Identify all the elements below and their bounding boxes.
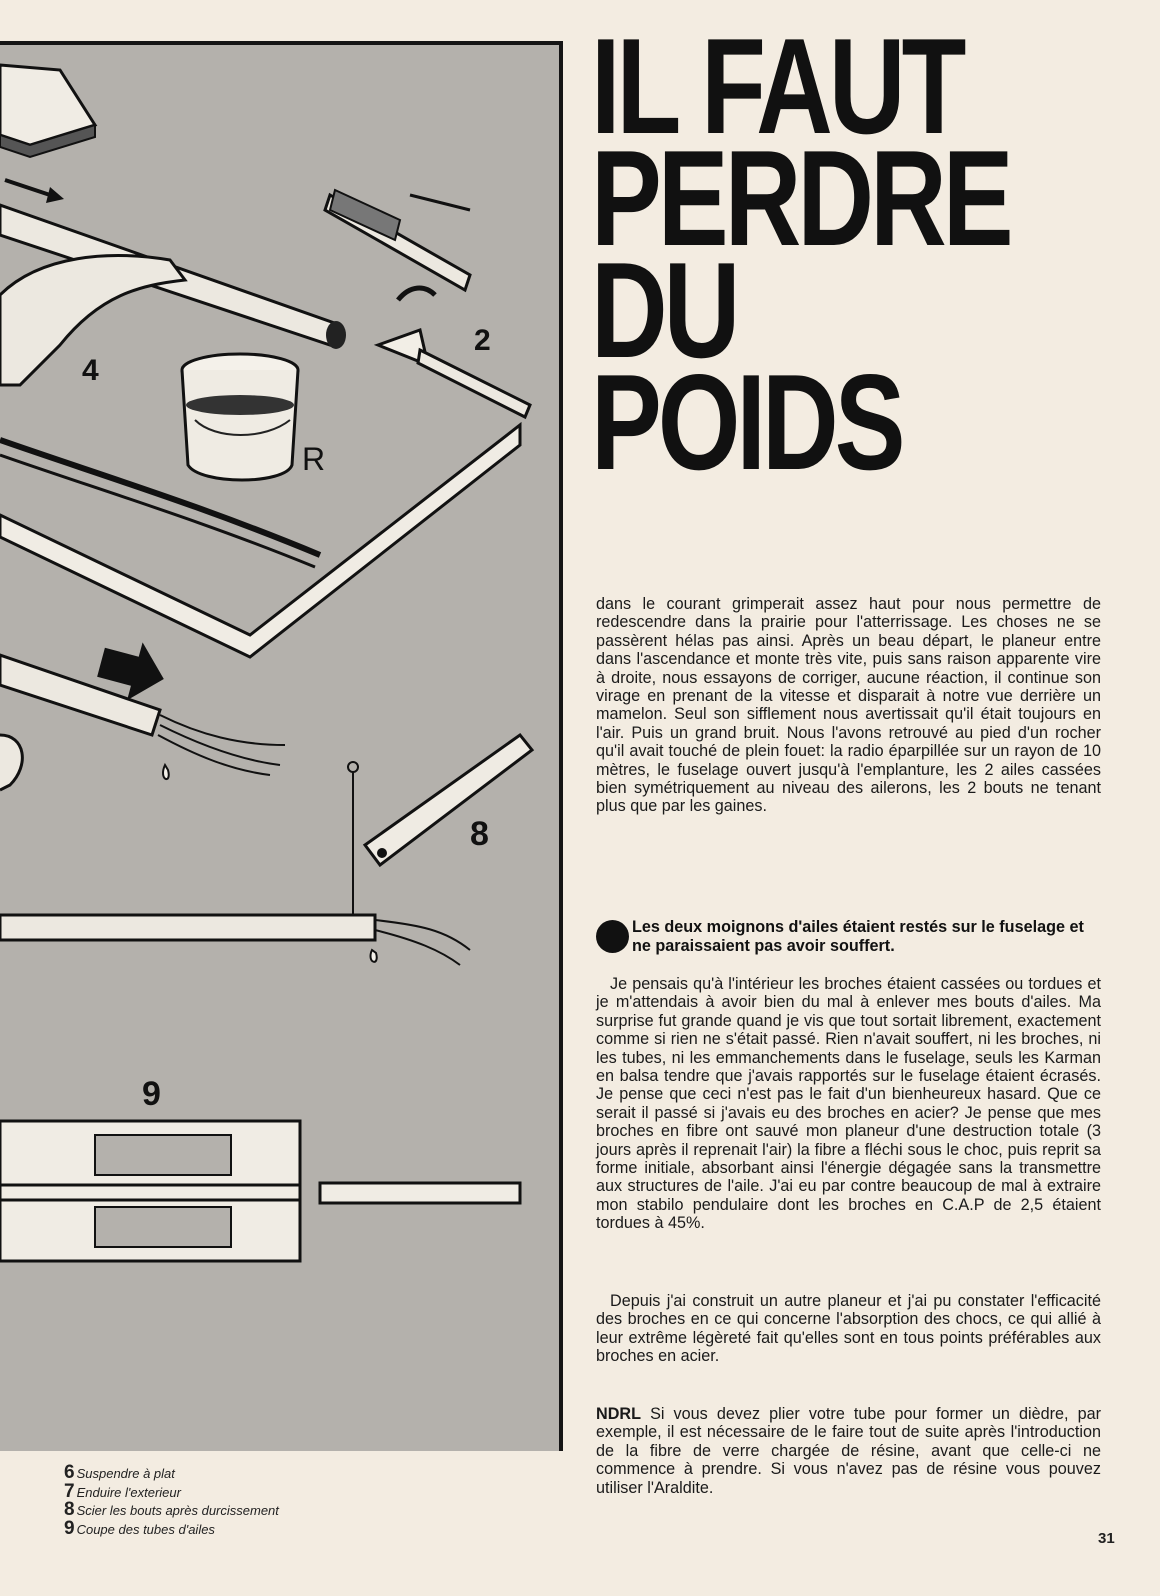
lead-callout (596, 918, 1101, 955)
illustration-panel (0, 41, 563, 1451)
page-number: 31 (1098, 1530, 1115, 1547)
article-paragraph-2: Je pensais qu'à l'intérieur les broches étaient cassées ou tordues et je m'attendais à avoir bien du mal à enlever mes bouts d'ailes. Ma surprise fut grande quand je vis que tout sortait librement, exactement comme si rien ne s'était passé. Rien n'avait souffert, ni les broches, ni les tubes, ni les emmanchements dans le fuselage, seuls les Karman en balsa tendre que j'avais rapportés sur le fuselage étaient écrasés. Je pense que ceci n'est pas le fait d'un bienheureux hasard. Que ce serait il passé si j'avais eu des broches en acier? Je pense que mes broches en fibre ont sauvé mon planeur d'une destruction totale (3 jours après il reprenait l'air) la fibre a fléchi sous le choc, puis reprit sa forme initiale, absorbant ainsi l'énergie dégagée sans la transmettre aux structures de l'aile. J'ai eu par contre beaucoup de mal à extraire mon stabilo pendulaire dont les broches en C.A.P de 2,5 étaient tordues à 45%. (596, 975, 1101, 1233)
caption-item: 9 Coupe des tubes d'ailes (64, 1517, 215, 1539)
step-4-label: 4 (82, 354, 99, 387)
hook-shape (0, 735, 22, 790)
sandpaper-block (0, 65, 95, 157)
tube-section-diagram (0, 1121, 520, 1261)
lead-text: Les deux moignons d'ailes étaient restés sur le fuselage et ne paraissaient pas avoir souffert. (632, 918, 1084, 955)
ndrl-label: NDRL (596, 1405, 641, 1423)
tube-with-hand (0, 205, 346, 385)
title-line-3: DU (591, 234, 737, 386)
bullet-dot-icon (596, 920, 629, 953)
caption-item: 8 Scier les bouts après durcissement (64, 1499, 279, 1520)
curved-arrow-icon (398, 288, 435, 300)
title-line-2: PERDRE (591, 122, 1010, 274)
resin-pot (182, 354, 298, 480)
illustration-drawing (0, 45, 563, 1451)
saw-blade (365, 735, 532, 865)
figure-captions (64, 1464, 394, 1538)
article-paragraph-3: Depuis j'ai construit un autre planeur et j'ai pu constater l'efficacité des broches en ce qui concerne l'absorption des chocs, ce qui allié à leur extrême légèreté fait qu'elles sont en tous points préférables aux broches en acier. (596, 1292, 1101, 1366)
step-2-label: 2 (474, 324, 491, 357)
horizontal-tube (0, 915, 470, 965)
cone-tool (378, 330, 530, 417)
resin-label: R (302, 441, 326, 477)
article-paragraph-1: dans le courant grimperait assez haut pour nous permettre de redescendre dans la prairie pour l'atterrissage. Les choses ne se passèrent hélas pas ainsi. Après un beau départ, le planeur entre dans l'ascendance et monte très vite, puis sans raison apparente vire à droite, nous essayons de corriger, aucune réaction, il continue son virage en prenant de la vitesse et disparait à notre vue derrière un mamelon. Seul son sifflement nous avertissait qu'il était toujours en l'air. Puis un grand bruit. Nous l'avons retrouvé au pied d'un rocher qu'il avait touché de plein fouet: la radio éparpillée sur un rayon de 10 mètres, le fuselage ouvert jusqu'à l'emplanture, les 2 ailes cassées bien symétriquement au niveau des ailerons, les 2 bouts ne tenant plus que par les gaines. (596, 595, 1101, 816)
editor-note (596, 1405, 1101, 1497)
file-tool (325, 190, 470, 290)
article-title (591, 10, 1028, 498)
ndrl-text: Si vous devez plier votre tube pour former un dièdre, par exemple, il est nécessaire de le faire tout de suite après l'introduction de la fibre de verre chargée de résine, avant que celle-ci ne commence à prendre. Si vous n'avez pas de résine vous pouvez utiliser l'Araldite. (596, 1405, 1101, 1497)
title-line-1: IL FAUT (591, 10, 963, 162)
caption-item: 7 Enduire l'exterieur (64, 1480, 181, 1502)
arrow-right-icon (5, 180, 64, 203)
title-line-4: POIDS (591, 346, 902, 498)
step-9-label: 9 (142, 1075, 161, 1113)
step-8-label: 8 (470, 815, 489, 853)
caption-item: 6 Suspendre à plat (64, 1462, 175, 1483)
hanging-string (348, 762, 358, 915)
